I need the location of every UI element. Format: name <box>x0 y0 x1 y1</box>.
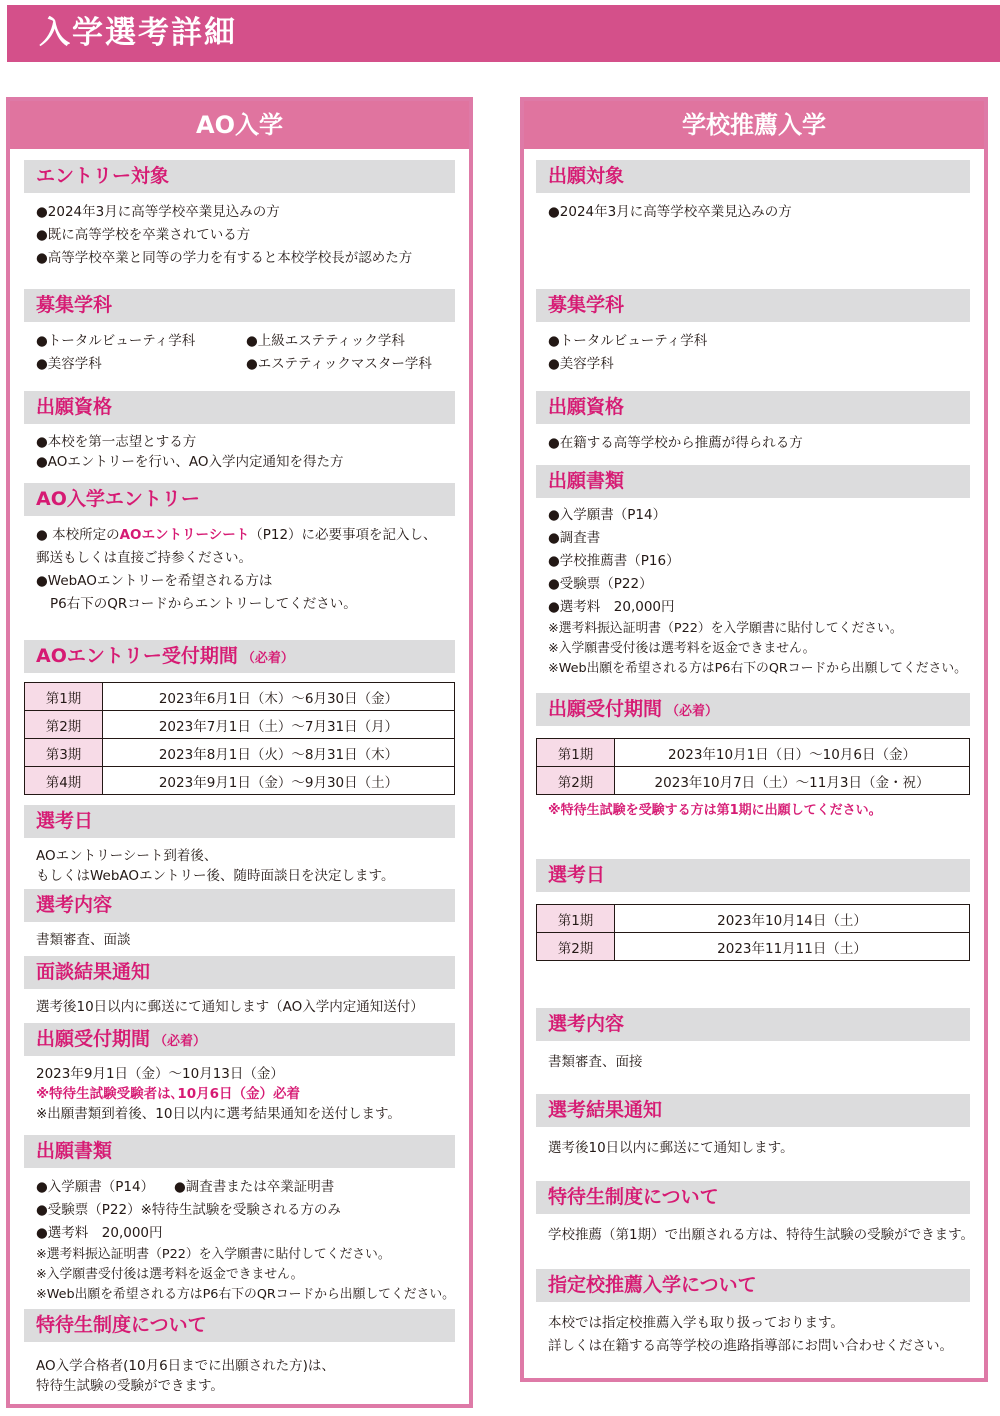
section-heading: 指定校推薦入学について <box>536 1269 970 1302</box>
entry-instruction <box>36 524 455 547</box>
table-row <box>537 767 970 795</box>
period-label-cell: 第4期 <box>25 767 103 795</box>
list-item: ●在籍する高等学校から推薦が得られる方 <box>548 435 803 451</box>
school-application-period-section <box>536 693 970 818</box>
text-fragment: AOエントリー受付期間 <box>36 645 238 667</box>
table-row <box>25 767 455 795</box>
text-line: ※出願書類到着後、10日以内に選考結果通知を送付します。 <box>36 1106 401 1122</box>
text-line: もしくはWebAOエントリー後、随時面談日を決定します。 <box>36 868 395 884</box>
list-item: ●入学願書（P14） <box>36 1179 155 1195</box>
list-item: ●2024年3月に高等学校卒業見込みの方 <box>548 204 792 220</box>
section-heading: 出願書類 <box>24 1135 455 1168</box>
school-exam-content-section <box>536 1008 970 1074</box>
text-fragment: （P12）に必要事項を記入し、 <box>249 527 437 543</box>
list-item: ●既に高等学校を卒業されている方 <box>36 227 251 243</box>
scholarship-remark: ※特待生試験を受験する方は第1期に出願してください。 <box>548 803 882 818</box>
section-heading: 特待生制度について <box>24 1309 455 1342</box>
text-line: 本校では指定校推薦入学も取り扱っております。 <box>548 1315 844 1331</box>
school-scholarship-section <box>536 1181 975 1247</box>
list-item: ●選考料 20,000円 <box>548 599 675 615</box>
section-heading: 特待生制度について <box>536 1181 970 1214</box>
list-item: ●トータルビューティ学科 <box>36 333 196 349</box>
list-item: ●高等学校卒業と同等の学力を有すると本校学校長が認めた方 <box>36 250 413 266</box>
period-label-cell: 第1期 <box>25 683 103 711</box>
text-line: AOエントリーシート到着後、 <box>36 848 218 864</box>
text-fragment: ● 本校所定の <box>36 527 120 543</box>
list-item: ●トータルビューティ学科 <box>548 333 708 349</box>
ao-exam-content-section <box>24 889 455 950</box>
period-label-cell: 第2期 <box>537 767 615 795</box>
page-title: 入学選考詳細 <box>7 5 1000 62</box>
section-heading: 出願書類 <box>536 465 970 498</box>
period-label-cell: 第2期 <box>25 711 103 739</box>
list-item: ●エステティックマスター学科 <box>246 356 432 372</box>
school-departments-section <box>536 289 970 376</box>
period-label-cell: 第1期 <box>537 905 615 933</box>
note-line: ※入学願書受付後は選考料を返金できません。 <box>36 1267 304 1282</box>
section-heading <box>24 640 455 673</box>
section-heading: 選考日 <box>536 859 970 892</box>
text-line: AO入学合格者(10月6日までに出願された方)は、 <box>36 1358 335 1374</box>
ao-departments-section <box>24 289 455 376</box>
period-label-cell: 第1期 <box>537 739 615 767</box>
list-item: ●AOエントリーを行い、AO入学内定通知を得た方 <box>36 454 344 470</box>
section-heading: 募集学科 <box>536 289 970 322</box>
period-date-cell: 2023年9月1日（金）～9月30日（土） <box>103 767 455 795</box>
entry-sheet-reference: AOエントリーシート <box>119 527 250 543</box>
school-recommendation-panel <box>520 97 988 1382</box>
period-label-cell: 第2期 <box>537 933 615 961</box>
note-line: ※入学願書受付後は選考料を返金できません。 <box>548 641 816 656</box>
entry-instruction: ●WebAOエントリーを希望される方は <box>36 573 273 589</box>
section-heading: 出願資格 <box>536 391 970 424</box>
section-heading: 募集学科 <box>24 289 455 322</box>
list-item: ●選考料 20,000円 <box>36 1225 163 1241</box>
section-heading: AO入学エントリー <box>24 483 455 516</box>
ao-application-period-section <box>24 1023 455 1124</box>
list-item: ●美容学科 <box>548 356 614 372</box>
list-item: ●本校を第一志望とする方 <box>36 434 197 450</box>
period-date-cell: 2023年7月1日（土）～7月31日（月） <box>103 711 455 739</box>
note-line: ※選考料振込証明書（P22）を入学願書に貼付してください。 <box>548 621 903 636</box>
table-row <box>537 933 970 961</box>
text-line: 書類審査、面接 <box>548 1054 643 1070</box>
text-fragment: 出願受付期間 <box>548 698 663 720</box>
text-line: 選考後10日以内に郵送にて通知します。 <box>548 1140 794 1156</box>
period-label-cell: 第3期 <box>25 739 103 767</box>
arrival-note: （必着） <box>154 1034 207 1049</box>
school-exam-day-section <box>536 859 970 961</box>
school-panel-title: 学校推薦入学 <box>524 101 984 149</box>
entry-instruction: 郵送もしくは直接ご持参ください。 <box>36 550 252 566</box>
period-date-cell: 2023年8月1日（火）～8月31日（木） <box>103 739 455 767</box>
text-line: 詳しくは在籍する高等学校の進路指導部にお問い合わせください。 <box>548 1338 953 1354</box>
list-item: ●上級エステティック学科 <box>246 333 405 349</box>
section-heading: 選考結果通知 <box>536 1094 970 1127</box>
arrival-note: （必着） <box>241 651 294 666</box>
ao-exam-day-section <box>24 805 455 886</box>
list-item: ●学校推薦書（P16） <box>548 553 680 569</box>
section-heading: エントリー対象 <box>24 160 455 193</box>
list-item: ●受験票（P22）※特待生試験を受験される方のみ <box>36 1202 341 1218</box>
school-documents-section <box>536 465 970 679</box>
table-row <box>537 905 970 933</box>
table-row <box>25 711 455 739</box>
period-date-cell: 2023年10月7日（土）～11月3日（金・祝） <box>615 767 970 795</box>
table-row <box>537 739 970 767</box>
text-line: 特待生試験の受験ができます。 <box>36 1378 224 1394</box>
list-item: ●調査書または卒業証明書 <box>174 1179 335 1195</box>
list-item: ●美容学科 <box>36 356 102 372</box>
text-fragment: 出願受付期間 <box>36 1028 151 1050</box>
ao-scholarship-section <box>24 1309 455 1396</box>
application-period-table <box>536 738 970 795</box>
arrival-note: （必着） <box>666 704 719 719</box>
section-heading <box>24 1023 455 1056</box>
section-heading: 出願資格 <box>24 391 455 424</box>
table-row <box>25 683 455 711</box>
note-line: ※Web出願を希望される方はP6右下のQRコードから出願してください。 <box>548 661 967 676</box>
section-heading: 選考日 <box>24 805 455 838</box>
period-date-cell: 2023年6月1日（木）～6月30日（金） <box>103 683 455 711</box>
entry-period-table <box>24 682 455 795</box>
exam-day-table <box>536 904 970 961</box>
text-line: 学校推薦（第1期）で出願される方は、特待生試験の受験ができます。 <box>548 1227 975 1243</box>
period-date-cell: 2023年10月14日（土） <box>615 905 970 933</box>
table-row <box>25 739 455 767</box>
section-heading: 選考内容 <box>24 889 455 922</box>
note-line: ※Web出願を希望される方はP6右下のQRコードから出願してください。 <box>36 1287 455 1302</box>
list-item: ●調査書 <box>548 530 601 546</box>
period-date-cell: 2023年10月1日（日）～10月6日（金） <box>615 739 970 767</box>
school-designated-section <box>536 1269 970 1358</box>
text-line: 2023年9月1日（金）～10月13日（金） <box>36 1066 284 1082</box>
scholarship-deadline: ※特待生試験受験者は､10月6日（金）必着 <box>36 1086 301 1102</box>
section-heading <box>536 693 970 726</box>
entry-instruction: P6右下のQRコードからエントリーしてください。 <box>50 596 357 612</box>
list-item: ●2024年3月に高等学校卒業見込みの方 <box>36 204 280 220</box>
school-target-section <box>536 160 970 224</box>
ao-documents-section <box>24 1135 455 1305</box>
ao-entry-period-section <box>24 640 455 795</box>
section-heading: 出願対象 <box>536 160 970 193</box>
note-line: ※選考料振込証明書（P22）を入学願書に貼付してください。 <box>36 1247 391 1262</box>
text-line: 書類審査、面談 <box>36 932 131 948</box>
school-qualification-section <box>536 391 970 455</box>
ao-entry-target-section <box>24 160 455 270</box>
list-item: ●受験票（P22） <box>548 576 653 592</box>
school-exam-result-section <box>536 1094 970 1160</box>
ao-entry-section <box>24 483 455 616</box>
ao-admission-panel <box>6 97 473 1408</box>
ao-qualification-section <box>24 391 455 472</box>
ao-panel-title: AO入学 <box>10 101 469 149</box>
list-item: ●入学願書（P14） <box>548 507 667 523</box>
section-heading: 面談結果通知 <box>24 956 455 989</box>
section-heading: 選考内容 <box>536 1008 970 1041</box>
period-date-cell: 2023年11月11日（土） <box>615 933 970 961</box>
text-line: 選考後10日以内に郵送にて通知します（AO入学内定通知送付） <box>36 999 424 1015</box>
ao-interview-result-section <box>24 956 455 1017</box>
